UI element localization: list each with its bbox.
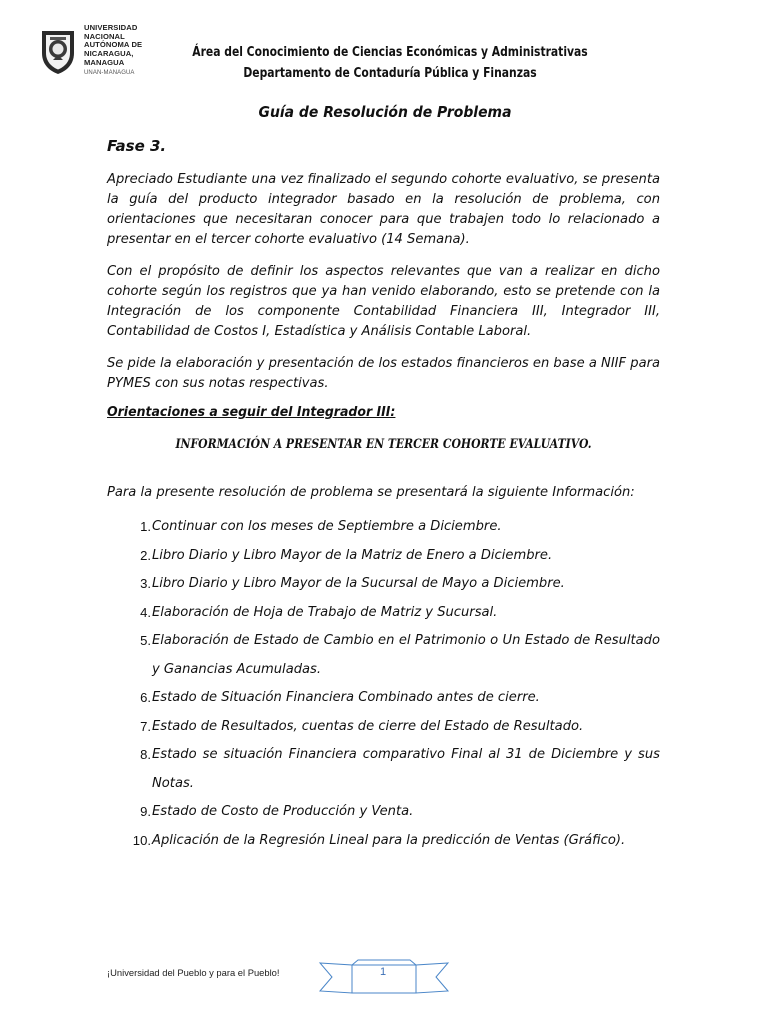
list-item-text: Libro Diario y Libro Mayor de la Sucursal de Mayo a Diciembre. — [152, 576, 565, 591]
list-item — [107, 599, 660, 628]
footer-motto: ¡Universidad del Pueblo y para el Pueblo! — [107, 967, 280, 978]
list-item — [107, 570, 660, 599]
list-item-text: Continuar con los meses de Septiembre a Diciembre. — [152, 519, 502, 534]
list-item-number: 5. — [140, 633, 151, 648]
orientations-heading: Orientaciones a seguir del Integrador III: — [107, 404, 396, 420]
page-number: 1 — [379, 966, 387, 978]
list-item-number: 1. — [140, 519, 151, 534]
list-item-text: Aplicación de la Regresión Lineal para la predicción de Ventas (Gráfico). — [152, 832, 626, 848]
list-item — [107, 741, 660, 798]
university-name-line: AUTÓNOMA DE — [84, 40, 143, 50]
university-name-line: UNIVERSIDAD — [84, 23, 138, 33]
list-item-number: 6. — [140, 690, 151, 705]
list-item — [107, 627, 660, 684]
list-item — [107, 542, 660, 571]
university-logo — [38, 18, 170, 84]
list-item — [107, 513, 660, 542]
paragraph-request: Se pide la elaboración y presentación de los estados financieros en base a NIIF para PYMES con sus notas respectivas. — [107, 356, 660, 391]
list-item-text: Estado de Costo de Producción y Venta. — [152, 804, 414, 819]
list-item — [107, 684, 660, 713]
header-department-title: Departamento de Contaduría Pública y Finanzas — [243, 66, 537, 81]
list-item-number: 3. — [140, 576, 151, 591]
university-name — [84, 24, 142, 78]
list-item-number: 2. — [140, 547, 151, 563]
list-item — [107, 713, 660, 742]
university-name-line: NICARAGUA, — [84, 49, 134, 58]
list-item — [107, 827, 660, 856]
list-item-text: Estado de Situación Financiera Combinado antes de cierre. — [152, 690, 540, 705]
university-name-line: MANAGUA — [84, 57, 125, 67]
list-item-number: 7. — [140, 718, 151, 734]
university-name-line: NACIONAL — [84, 31, 125, 41]
list-item-text: Elaboración de Estado de Cambio en el Patrimonio o Un Estado de Resultado y Ganancias Acumuladas. — [152, 633, 660, 677]
paragraph-purpose: Con el propósito de definir los aspectos relevantes que van a realizar en dicho cohorte según los registros que ya han venido elaborando, esto se pretende con la Integración de los componente Contabilidad Financiera III, Integrador III, Contabilidad de Costos I, Estadística y Análisis Contable Laboral. — [107, 264, 660, 339]
header-area-title: Área del Conocimiento de Ciencias Económicas y Administrativas — [192, 45, 588, 60]
page-title: Guía de Resolución de Problema — [258, 103, 512, 121]
list-item-text: Libro Diario y Libro Mayor de la Matriz de Enero a Diciembre. — [152, 547, 553, 563]
list-item — [107, 798, 660, 827]
list-item-number: 8. — [140, 747, 151, 762]
list-item-text: Estado de Resultados, cuentas de cierre del Estado de Resultado. — [152, 718, 584, 734]
list-item-number: 9. — [140, 804, 151, 819]
paragraph-intro: Apreciado Estudiante una vez finalizado el segundo cohorte evaluativo, se presenta la guía del producto integrador basado en la resolución de problema, con orientaciones que necesitaran conocer para que trabajen todo lo relacionado a presentar en el tercer cohorte evaluativo (14 Semana). — [107, 172, 660, 247]
requirements-list — [107, 513, 660, 855]
info-heading: INFORMACIÓN A PRESENTAR EN TERCER COHORTE EVALUATIVO. — [175, 436, 592, 451]
university-acronym: UNAN-MANAGUA — [84, 70, 135, 77]
list-intro: Para la presente resolución de problema se presentará la siguiente Información: — [107, 485, 635, 500]
phase-heading: Fase 3. — [107, 137, 167, 155]
list-item-text: Elaboración de Hoja de Trabajo de Matriz y Sucursal. — [152, 604, 498, 620]
list-item-number: 4. — [140, 604, 151, 620]
unan-seal-icon — [38, 27, 78, 75]
list-item-text: Estado se situación Financiera comparativo Final al 31 de Diciembre y sus Notas. — [152, 747, 660, 791]
list-item-number: 10. — [132, 832, 151, 848]
